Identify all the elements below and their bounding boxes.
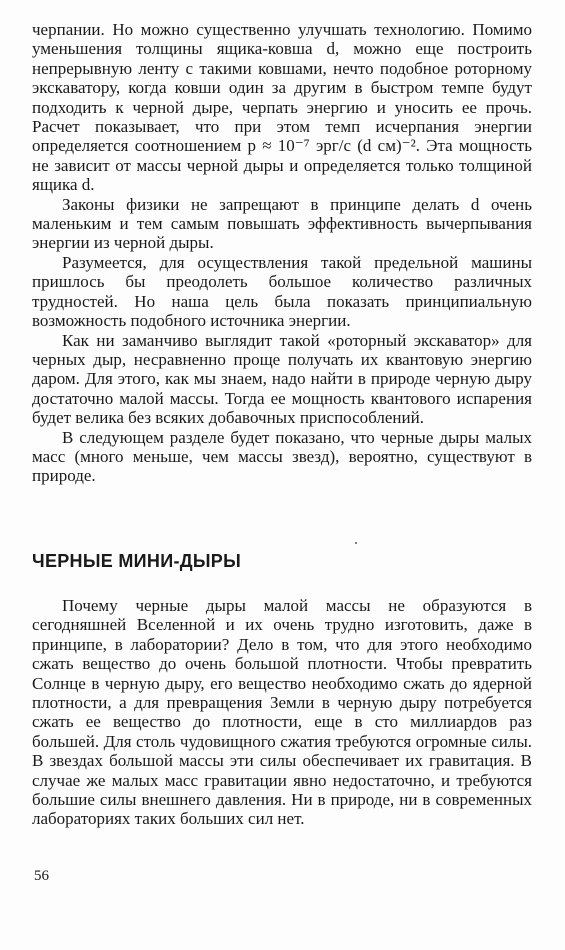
paragraph: Как ни заманчиво выглядит такой «роторный экскаватор» для черных дыр, несравненно проще получать их квантовую энергию даром. Для этого, как мы знаем, надо найти в природе черную дыру достаточно малой массы. Тогда ее мощность квантового испарения будет велика без всяких добавочных приспособлений. [32, 330, 532, 428]
paragraph: черпании. Но можно существенно улучшать технологию. Помимо уменьшения толщины ящика-ковша d, можно еще построить непрерывную ленту с такими ковшами, нечто подобное роторному экскаватору, когда ковши один за другим в быстром темпе будут подходить к черной дыре, черпать энергию и уносить ее прочь. Расчет показывает, что при этом темп исчерпания энергии определяется соотношением p ≈ 10⁻⁷ эрг/с (d см)⁻². Эта мощность не зависит от массы черной дыры и определяется только толщиной ящика d. [32, 20, 532, 195]
paragraph: В следующем разделе будет показано, что черные дыры малых масс (много меньше, чем массы звезд), вероятно, существуют в природе. [32, 427, 532, 486]
text-block-top [32, 20, 532, 486]
paragraph: Разумеется, для осуществления такой предельной машины пришлось бы преодолеть большое количество различных трудностей. Но наша цель была показать принципиальную возможность подобного источника энергии. [32, 252, 532, 331]
paragraph: Законы физики не запрещают в принципе делать d очень маленьким и тем самым повышать эффективность вычерпывания энергии из черной дыры. [32, 194, 532, 253]
print-speck [355, 542, 357, 544]
section-heading: ЧЕРНЫЕ МИНИ-ДЫРЫ [32, 551, 242, 571]
text-block-bottom [32, 596, 532, 829]
page-number: 56 [34, 868, 49, 884]
paragraph: Почему черные дыры малой массы не образуются в сегодняшней Вселенной и их очень трудно изготовить, даже в принципе, в лаборатории? Дело в том, что для этого необходимо сжать вещество до очень большой плотности. Чтобы превратить Солнце в черную дыру, его вещество необходимо сжать до ядерной плотности, а для превращения Земли в черную дыру потребуется сжать ее вещество до плотности, еще в сто миллиардов раз большей. Для столь чудовищного сжатия требуются огромные силы. В звездах большой массы эти силы обеспечивает их гравитация. В случае же малых масс гравитации явно недостаточно, и требуются большие силы внешнего давления. Ни в природе, ни в современных лабораториях таких больших сил нет. [32, 596, 532, 829]
